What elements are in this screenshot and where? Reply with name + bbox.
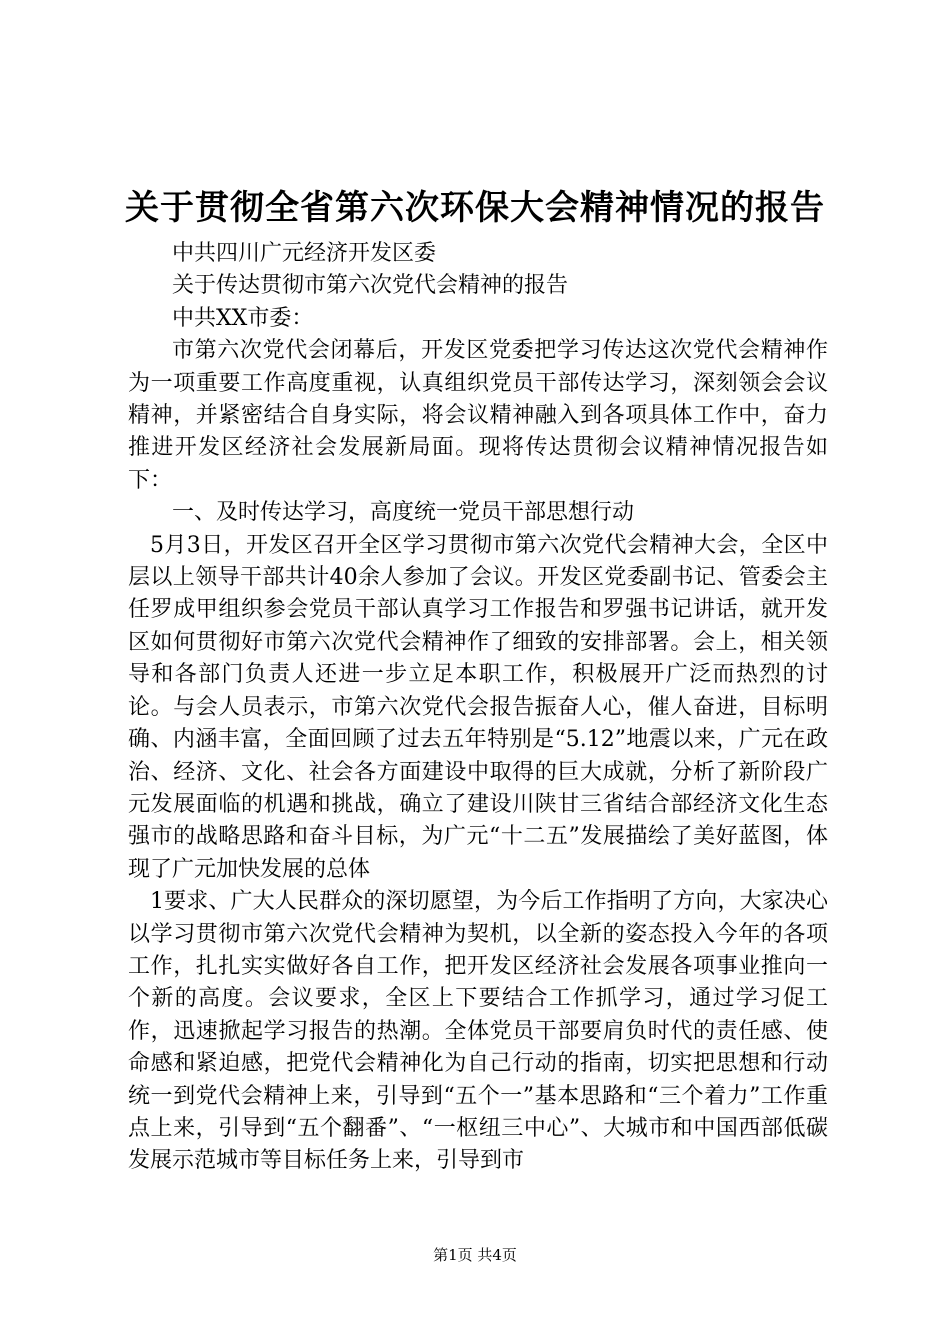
salutation: 中共XX市委：: [172, 305, 314, 331]
paragraph: 市第六次党代会闭幕后，开发区党委把学习传达这次党代会精神作为一项重要工作高度重视，认真组织党员干部传达学习，深刻领会会议精神，并紧密结合自身实际，将会议精神融入到各项具体工作中，奋力推进开发区经济社会发展新局面。现将传达贯彻会议精神情况报告如下：: [128, 338, 828, 493]
paragraph: 5月3日，开发区召开全区学习贯彻市第六次党代会精神大会，全区中层以上领导干部共计40余人参加了会议。开发区党委副书记、管委会主任罗成甲组织参会党员干部认真学习工作报告和罗强书记讲话，就开发区如何贯彻好市第六次党代会精神作了细致的安排部署。会上，相关领导和各部门负责人还进一步立足本职工作，积极展开广泛而热烈的讨论。与会人员表示，市第六次党代会报告振奋人心，催人奋进，目标明确、内涵丰富，全面回顾了过去五年特别是“5.12”地震以来，广元在政治、经济、文化、社会各方面建设中取得的巨大成就，分析了新阶段广元发展面临的机遇和挑战，确立了建设川陕甘三省结合部经济文化生态强市的战略思路和奋斗目标，为广元“十二五”发展描绘了美好蓝图，体现了广元加快发展的总体: [128, 532, 828, 882]
paragraph: 1要求、广大人民群众的深切愿望，为今后工作指明了方向，大家决心以学习贯彻市第六次党代会精神为契机，以全新的姿态投入今年的各项工作，扎扎实实做好各自工作，把开发区经济社会发展各项事业推向一个新的高度。会议要求，全区上下要结合工作抓学习，通过学习促工作，迅速掀起学习报告的热潮。全体党员干部要肩负时代的责任感、使命感和紧迫感，把党代会精神化为自己行动的指南，切实把思想和行动统一到党代会精神上来，引导到“五个一”基本思路和“三个着力”工作重点上来，引导到“五个翻番”、“一枢纽三中心”、大城市和中国西部低碳发展示范城市等目标任务上来，引导到市: [128, 889, 828, 1174]
page-footer: 第1页 共4页: [433, 1246, 517, 1264]
section-heading: 一、及时传达学习，高度统一党员干部思想行动: [172, 500, 635, 526]
header-line: 关于传达贯彻市第六次党代会精神的报告: [172, 273, 569, 299]
header-line: 中共四川广元经济开发区委: [172, 241, 437, 266]
document-body: [128, 238, 828, 1178]
document-title: 关于贯彻全省第六次环保大会精神情况的报告: [125, 188, 825, 228]
